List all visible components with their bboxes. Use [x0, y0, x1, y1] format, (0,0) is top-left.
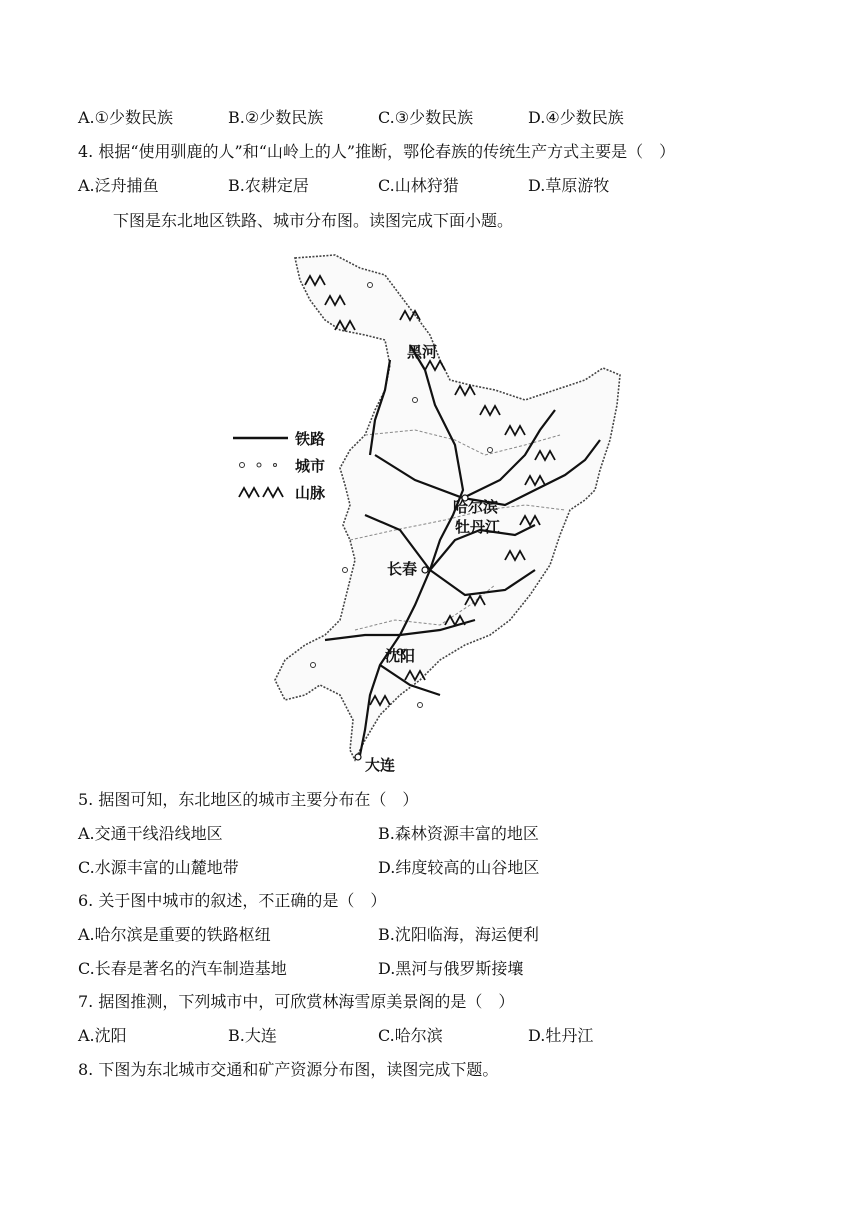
q7-option-c[interactable]: C.哈尔滨	[378, 1026, 443, 1045]
city-label-harbin: 哈尔滨	[453, 498, 499, 516]
q5-option-c[interactable]: C.水源丰富的山麓地带	[78, 858, 239, 877]
q6-option-d[interactable]: D.黑河与俄罗斯接壤	[378, 959, 524, 978]
northeast-railway-map	[225, 240, 635, 780]
map-intro: 下图是东北地区铁路、城市分布图。读图完成下面小题。	[113, 211, 514, 230]
city-dot	[343, 568, 348, 573]
q5-stem: 5. 据图可知，东北地区的城市主要分布在（ ）	[78, 790, 419, 809]
q3-option-b[interactable]: B.②少数民族	[228, 108, 324, 127]
q3-option-c[interactable]: C.③少数民族	[378, 108, 474, 127]
q7-option-a[interactable]: A.沈阳	[78, 1026, 127, 1045]
q4-option-b[interactable]: B.农耕定居	[228, 176, 309, 195]
q6-option-a[interactable]: A.哈尔滨是重要的铁路枢纽	[78, 925, 271, 944]
q4-stem: 4. 根据“使用驯鹿的人”和“山岭上的人”推断，鄂伦春族的传统生产方式主要是（ ）	[78, 142, 676, 161]
city-dot	[418, 703, 423, 708]
q5-option-d[interactable]: D.纬度较高的山谷地区	[378, 858, 540, 877]
region-outline	[275, 255, 620, 760]
city-label-dalian: 大连	[365, 756, 396, 774]
legend-mountain-symbol	[239, 488, 283, 497]
q3-option-a[interactable]: A.①少数民族	[78, 108, 173, 127]
city-dot	[413, 398, 418, 403]
legend-mountain-label: 山脉	[295, 484, 326, 502]
city-label-shenyang: 沈阳	[385, 647, 416, 665]
q7-option-d[interactable]: D.牡丹江	[528, 1026, 594, 1045]
city-dot	[488, 448, 493, 453]
q4-option-d[interactable]: D.草原游牧	[528, 176, 610, 195]
legend-railway-label: 铁路	[295, 430, 326, 448]
city-label-heihe: 黑河	[407, 343, 438, 361]
city-label-mudanjiang: 牡丹江	[455, 518, 501, 536]
q6-stem: 6. 关于图中城市的叙述，不正确的是（ ）	[78, 891, 387, 910]
q7-option-b[interactable]: B.大连	[228, 1026, 277, 1045]
city-dot	[368, 283, 373, 288]
q7-stem: 7. 据图推测，下列城市中，可欣赏林海雪原美景阁的是（ ）	[78, 992, 515, 1011]
map-legend	[233, 430, 326, 502]
city-label-changchun: 长春	[387, 560, 418, 578]
legend-city-label: 城市	[295, 457, 326, 475]
q6-option-c[interactable]: C.长春是著名的汽车制造基地	[78, 959, 287, 978]
q4-option-c[interactable]: C.山林狩猎	[378, 176, 459, 195]
q5-option-b[interactable]: B.森林资源丰富的地区	[378, 824, 539, 843]
q5-option-a[interactable]: A.交通干线沿线地区	[78, 824, 223, 843]
q3-option-d[interactable]: D.④少数民族	[528, 108, 624, 127]
q6-option-b[interactable]: B.沈阳临海，海运便利	[378, 925, 539, 944]
legend-city-symbol	[240, 463, 245, 468]
q8-stem: 8. 下图为东北城市交通和矿产资源分布图，读图完成下题。	[78, 1060, 499, 1079]
q4-option-a[interactable]: A.泛舟捕鱼	[78, 176, 159, 195]
city-dot	[311, 663, 316, 668]
